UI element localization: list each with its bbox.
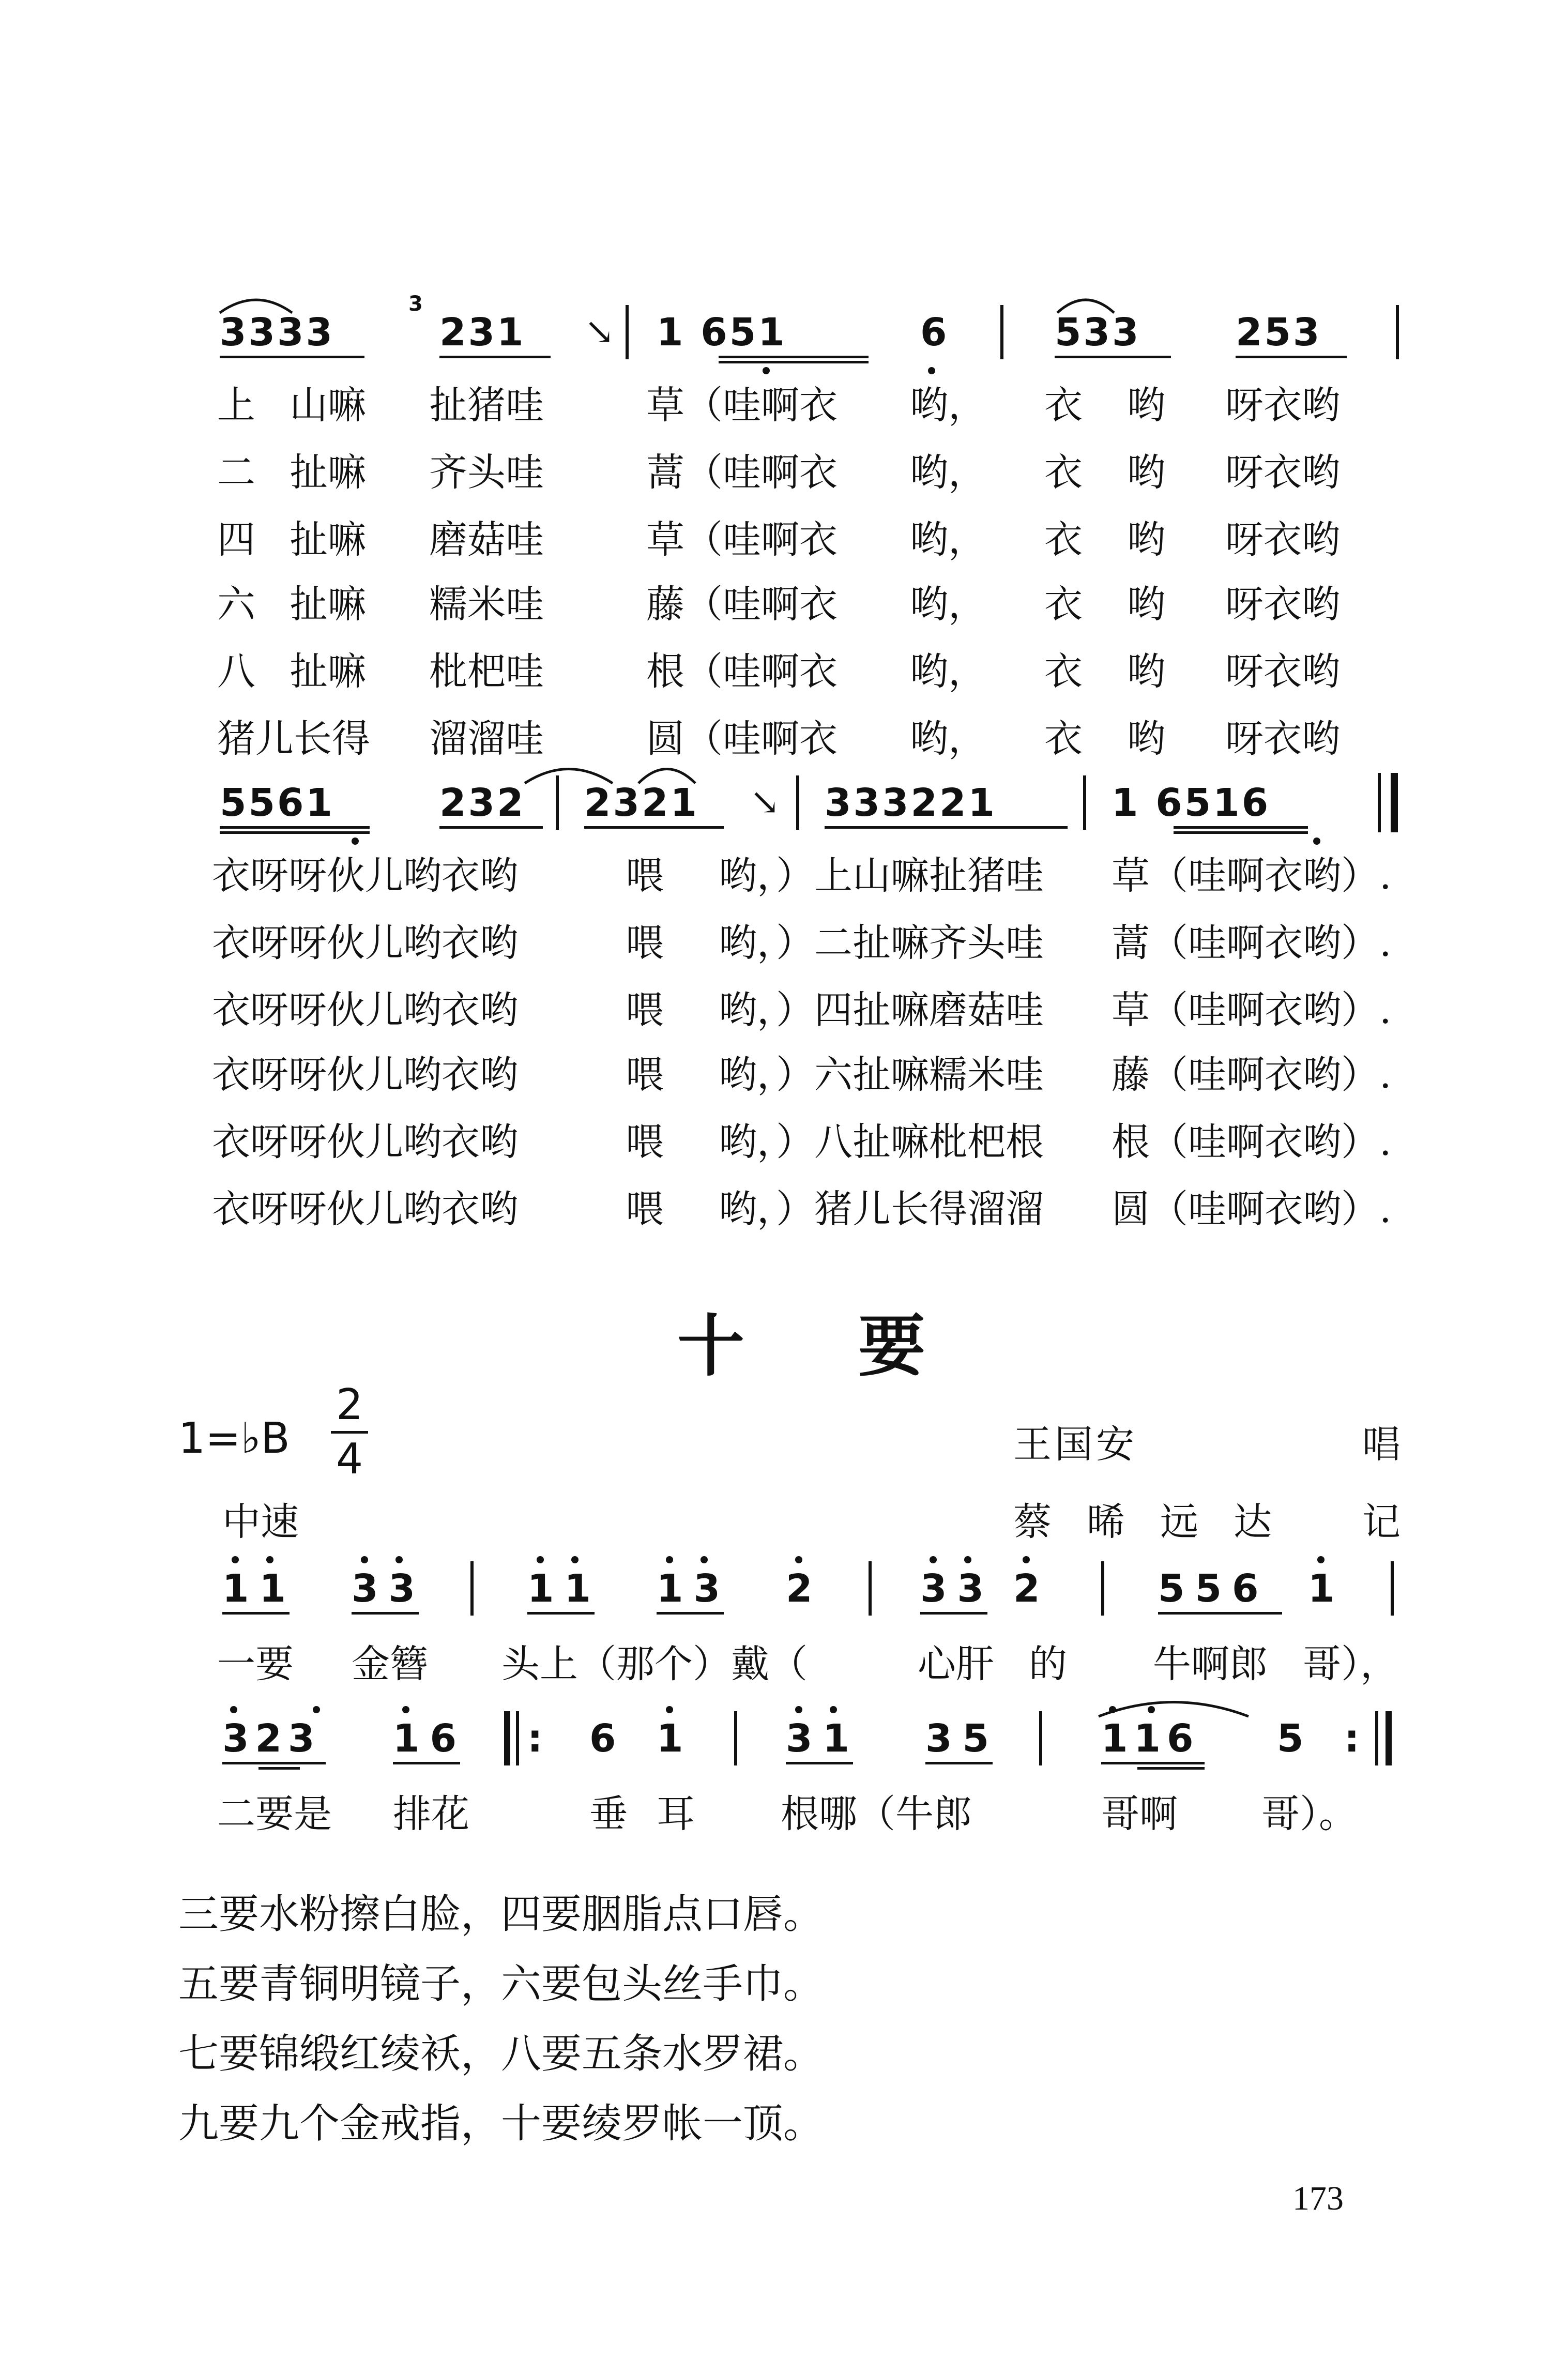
lyric-word: 哥）。 — [1261, 1792, 1357, 1836]
lyric-word: 哟， — [910, 717, 986, 761]
underline-beam — [439, 826, 543, 829]
fall-arrow-icon: ↘ — [750, 781, 780, 823]
time-signature-numerator: 2 — [336, 1380, 363, 1429]
lyric-word: 衣呀呀伙儿哟衣哟 — [212, 988, 518, 1032]
octave-dot — [361, 1556, 368, 1563]
lyric-word: 喂 — [626, 1120, 664, 1164]
underline-beam — [786, 1762, 853, 1764]
lyric-word: 八 — [217, 649, 255, 694]
note-group: 333221 — [825, 781, 997, 825]
lyric-word: 上 — [217, 383, 255, 428]
final-barline-thick — [1391, 773, 1398, 832]
lyric-word: 衣 — [1044, 450, 1083, 495]
underline-beam — [220, 831, 370, 834]
lyric-word: 排花 — [393, 1792, 469, 1836]
lyric-word: 喂 — [626, 1053, 664, 1097]
note-group: 6 — [920, 310, 949, 355]
repeat-barline-thick — [504, 1711, 510, 1765]
repeat-sign-icon: : — [527, 1716, 545, 1761]
note-group: 2 — [786, 1566, 815, 1611]
underline-beam — [825, 826, 1068, 829]
underline-beam — [393, 1762, 460, 1764]
note-group: 3333 — [220, 310, 334, 355]
lyric-word: 呀衣哟 — [1225, 517, 1340, 562]
lyric-word: 藤（哇啊衣 — [646, 582, 838, 627]
verse-line: 三要水粉擦白脸，四要胭脂点口唇。 — [178, 1891, 824, 1938]
octave-dot — [930, 1556, 937, 1563]
lyric-word: 哟， — [910, 383, 986, 428]
note-group: 31 — [786, 1716, 860, 1761]
lyric-word: 哟， — [910, 517, 986, 562]
note-group: 2 — [1013, 1566, 1042, 1611]
barline — [734, 1711, 737, 1765]
time-signature-line — [331, 1431, 368, 1434]
lyric-word: 衣 — [1044, 649, 1083, 694]
fall-arrow-icon: ↘ — [584, 310, 615, 353]
time-signature-denominator: 4 — [336, 1435, 363, 1484]
underline-beam — [220, 826, 370, 829]
lyric-word: 哟 — [1127, 517, 1165, 562]
underline-beam — [352, 1612, 419, 1615]
repeat-barline-thin — [516, 1711, 519, 1765]
lyric-word: 哟， — [910, 450, 986, 495]
lyric-word: 磨菇哇 — [429, 517, 544, 562]
underline-beam — [220, 356, 364, 358]
note-group: 116 — [1101, 1716, 1200, 1761]
note-group: 5561 — [220, 781, 334, 825]
lyric-word: 哟 — [1127, 383, 1165, 428]
lyric-word: 圆（哇啊衣 — [646, 717, 838, 761]
underline-beam — [657, 1612, 724, 1615]
lyric-word: 呀衣哟 — [1225, 649, 1340, 694]
key-signature: 1=♭B — [178, 1414, 290, 1463]
lyric-word: 衣 — [1044, 582, 1083, 627]
octave-dot — [964, 1556, 971, 1563]
barline — [1391, 1561, 1394, 1616]
lyric-word: 呀衣哟 — [1225, 582, 1340, 627]
note-group: 35 — [925, 1716, 999, 1761]
octave-dot — [352, 838, 359, 845]
octave-dot — [928, 367, 935, 374]
lyric-word: 哥啊 — [1101, 1792, 1178, 1836]
lyric-word: 衣呀呀伙儿哟衣哟 — [212, 1187, 518, 1231]
octave-dot — [1023, 1556, 1030, 1563]
note-group: 1 6516 — [1112, 781, 1271, 825]
lyric-word: 扯猪哇 — [429, 383, 544, 428]
underline-beam — [258, 1767, 300, 1770]
lyric-word: 衣 — [1044, 517, 1083, 562]
lyric-word: 喂 — [626, 854, 664, 898]
note-group: 16 — [393, 1716, 467, 1761]
lyric-word: 呀衣哟 — [1225, 450, 1340, 495]
lyric-word: 衣呀呀伙儿哟衣哟 — [212, 854, 518, 898]
underline-beam — [1174, 826, 1308, 829]
final-barline-thin — [1378, 773, 1381, 832]
lyric-word: 二 — [217, 450, 255, 495]
lyric-word: 衣 — [1044, 717, 1083, 761]
octave-dot — [1109, 1706, 1116, 1713]
octave-dot — [763, 367, 770, 374]
lyric-word: 哟，）二扯嘛齐头哇 — [719, 921, 1044, 965]
underline-beam — [1055, 356, 1171, 358]
note-group: 11 — [222, 1566, 296, 1611]
lyric-word: 四 — [217, 517, 255, 562]
underline-beam — [719, 361, 869, 363]
lyric-word: 齐头哇 — [429, 450, 544, 495]
note-group: 33 — [920, 1566, 994, 1611]
octave-dot — [830, 1706, 837, 1713]
page-number: 173 — [1292, 2180, 1344, 2217]
octave-dot — [1317, 1556, 1325, 1563]
lyric-word: 溜溜哇 — [429, 717, 544, 761]
barline — [869, 1561, 872, 1616]
note-group: 533 — [1055, 310, 1141, 355]
note-group: 556 — [1158, 1566, 1269, 1611]
underline-beam — [527, 1612, 595, 1615]
note-group: 33 — [352, 1566, 425, 1611]
lyric-word: 哟，）八扯嘛枇杷根 — [719, 1120, 1044, 1164]
note-group: 5 — [1277, 1716, 1306, 1761]
octave-dot — [666, 1556, 673, 1563]
note-group: 2321 — [584, 781, 699, 825]
lyric-word: 扯嘛 — [290, 517, 366, 562]
lyric-word: 糯米哇 — [429, 582, 544, 627]
lyric-word: 猪儿长得 — [217, 717, 370, 761]
lyric-word: 二要是 — [217, 1792, 332, 1836]
octave-dot — [1313, 838, 1320, 845]
verse-line: 五要青铜明镜子，六要包头丝手巾。 — [178, 1961, 824, 2007]
lyric-word: 扯嘛 — [290, 649, 366, 694]
octave-dot — [402, 1706, 409, 1713]
lyric-word: 的 — [1029, 1642, 1067, 1686]
recorder-role: 记 — [1362, 1500, 1400, 1544]
octave-dot — [232, 1556, 239, 1563]
underline-beam — [222, 1612, 290, 1615]
singer-role: 唱 — [1362, 1422, 1400, 1467]
lyric-word: 草（哇啊衣哟）. — [1112, 988, 1392, 1032]
lyric-word: 牛啊郎 — [1153, 1642, 1268, 1686]
barline — [626, 305, 629, 359]
lyric-word: 根哪（牛郎 — [781, 1792, 972, 1836]
repeat-barline-thin — [1375, 1711, 1378, 1765]
lyric-word: 哟 — [1127, 717, 1165, 761]
lyric-word: 扯嘛 — [290, 450, 366, 495]
lyric-word: 心肝 — [918, 1642, 994, 1686]
lyric-word: 喂 — [626, 1187, 664, 1231]
underline-beam — [439, 356, 551, 358]
barline — [470, 1561, 474, 1616]
lyric-word: 枇杷哇 — [429, 649, 544, 694]
barline — [1083, 775, 1086, 830]
barline — [1101, 1561, 1104, 1616]
octave-dot — [313, 1706, 320, 1713]
repeat-sign-icon: : — [1344, 1716, 1362, 1761]
lyric-word: 衣呀呀伙儿哟衣哟 — [212, 921, 518, 965]
note-group: 11 — [527, 1566, 601, 1611]
octave-dot — [701, 1556, 708, 1563]
octave-dot — [266, 1556, 273, 1563]
lyric-word: 哟，）六扯嘛糯米哇 — [719, 1053, 1044, 1097]
lyric-word: 一要 — [217, 1642, 294, 1686]
octave-dot — [571, 1556, 579, 1563]
lyric-word: 呀衣哟 — [1225, 383, 1340, 428]
underline-beam — [1137, 1767, 1205, 1770]
octave-dot — [230, 1706, 237, 1713]
lyric-word: 哥）， — [1303, 1642, 1398, 1686]
lyric-word: 哟 — [1127, 450, 1165, 495]
lyric-word: 哟，）猪儿长得溜溜 — [719, 1187, 1044, 1231]
lyric-word: 藤（哇啊衣哟）. — [1112, 1053, 1392, 1097]
underline-beam — [719, 356, 869, 358]
lyric-word: 蒿（哇啊衣哟）. — [1112, 921, 1392, 965]
singer-name: 王国安 — [1013, 1422, 1137, 1467]
lyric-word: 哟， — [910, 649, 986, 694]
barline — [556, 775, 559, 830]
note-group: 232 — [439, 781, 526, 825]
lyric-word: 哟， — [910, 582, 986, 627]
lyric-word: 根（哇啊衣 — [646, 649, 838, 694]
note-group: 253 — [1236, 310, 1322, 355]
underline-beam — [1101, 1762, 1205, 1764]
note-group: 1 651 — [657, 310, 787, 355]
lyric-word: 喂 — [626, 921, 664, 965]
lyric-word: 哟，）上山嘛扯猪哇 — [719, 854, 1044, 898]
octave-dot — [1148, 1706, 1155, 1713]
lyric-word: 喂 — [626, 988, 664, 1032]
note-group: 231 — [439, 310, 526, 355]
lyric-word: 蒿（哇啊衣 — [646, 450, 838, 495]
note-group: 6 — [589, 1716, 618, 1761]
barline — [1039, 1711, 1042, 1765]
song-title: 十要 — [677, 1306, 1040, 1386]
octave-dot — [395, 1556, 403, 1563]
lyric-word: 草（哇啊衣 — [646, 383, 838, 428]
lyric-word: 头上（那个）戴（ — [501, 1642, 808, 1686]
octave-dot — [537, 1556, 544, 1563]
octave-dot — [795, 1556, 802, 1563]
note-group: 1 — [1308, 1566, 1337, 1611]
lyric-word: 草（哇啊衣 — [646, 517, 838, 562]
lyric-word: 金簪 — [352, 1642, 428, 1686]
verse-line: 九要九个金戒指，十要绫罗帐一顶。 — [178, 2100, 824, 2147]
lyric-word: 呀衣哟 — [1225, 717, 1340, 761]
lyric-word: 耳 — [657, 1792, 695, 1836]
underline-beam — [1236, 356, 1347, 358]
underline-beam — [1158, 1612, 1282, 1615]
barline — [1396, 305, 1399, 359]
lyric-word: 哟，）四扯嘛磨菇哇 — [719, 988, 1044, 1032]
underline-beam — [222, 1762, 326, 1764]
note-group: 323 — [222, 1716, 321, 1761]
underline-beam — [584, 826, 724, 829]
note-group: 1 — [657, 1716, 686, 1761]
lyric-word: 哟 — [1127, 649, 1165, 694]
note-group: 13 — [657, 1566, 730, 1611]
lyric-word: 扯嘛 — [290, 582, 366, 627]
lyric-word: 六 — [217, 582, 255, 627]
underline-beam — [920, 1612, 987, 1615]
grace-note: 3 — [408, 292, 423, 316]
lyric-word: 圆（哇啊衣哟）. — [1112, 1187, 1392, 1231]
barline — [796, 775, 799, 830]
lyric-word: 衣呀呀伙儿哟衣哟 — [212, 1120, 518, 1164]
lyric-word: 衣 — [1044, 383, 1083, 428]
lyric-word: 草（哇啊衣哟）. — [1112, 854, 1392, 898]
barline — [1000, 305, 1003, 359]
lyric-word: 哟 — [1127, 582, 1165, 627]
tempo-marking: 中速 — [222, 1500, 299, 1544]
lyric-word: 衣呀呀伙儿哟衣哟 — [212, 1053, 518, 1097]
octave-dot — [795, 1706, 802, 1713]
underline-beam — [925, 1762, 993, 1764]
repeat-barline-thick — [1386, 1711, 1392, 1765]
recorder-name: 蔡晞远达 — [1013, 1500, 1307, 1544]
lyric-word: 山嘛 — [290, 383, 366, 428]
octave-dot — [666, 1706, 673, 1713]
slur-mark — [1096, 1688, 1251, 1719]
verse-line: 七要锦缎红绫袄，八要五条水罗裙。 — [178, 2031, 824, 2077]
lyric-word: 根（哇啊衣哟）. — [1112, 1120, 1392, 1164]
underline-beam — [1174, 831, 1308, 834]
lyric-word: 垂 — [589, 1792, 628, 1836]
